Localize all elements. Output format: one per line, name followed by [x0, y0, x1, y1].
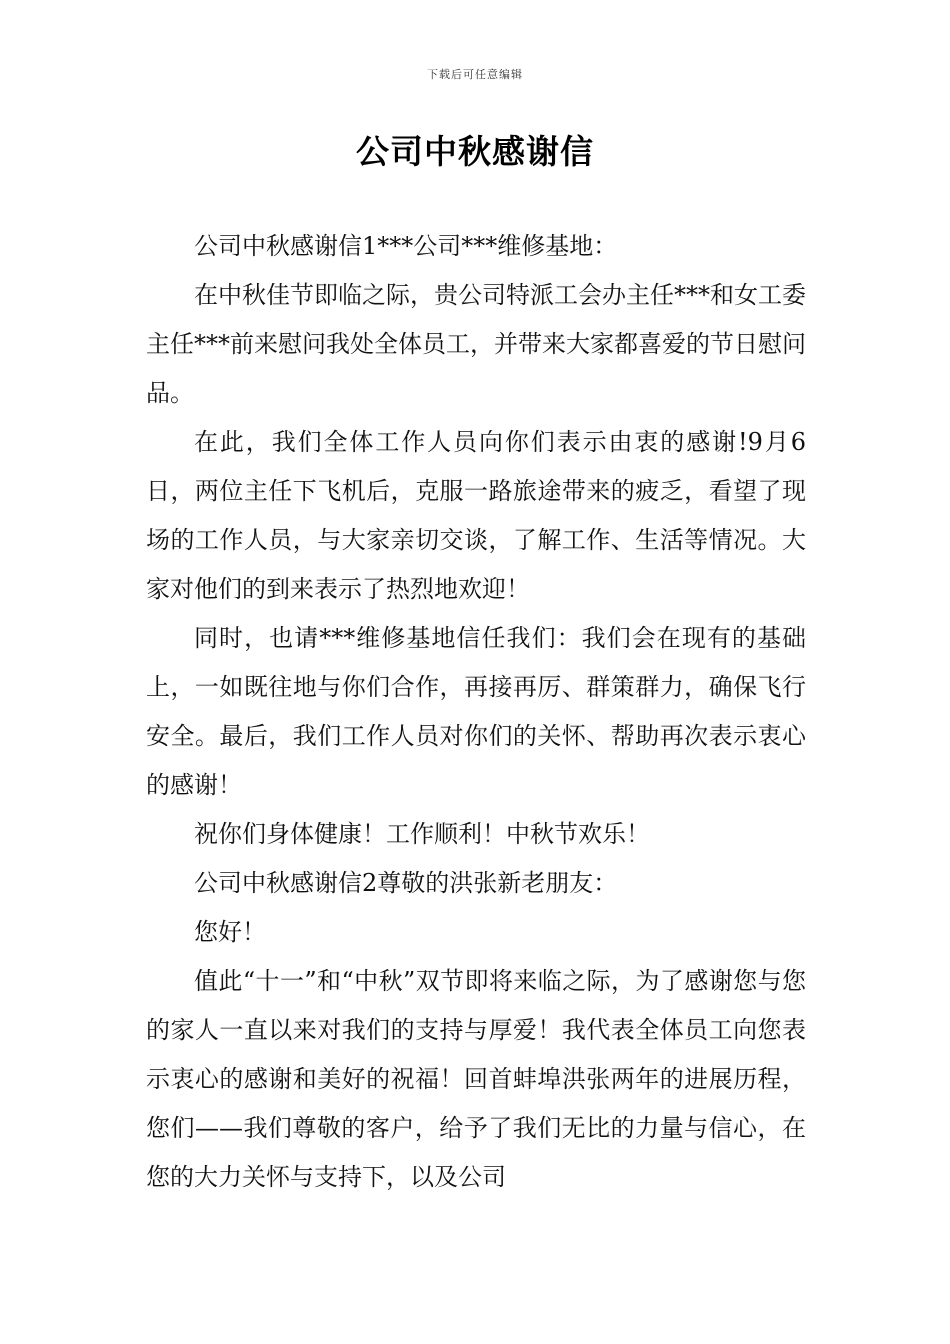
paragraph-letter2-greeting: 您好！	[194, 918, 266, 946]
paragraph-letter2-salutation: 公司中秋感谢信2尊敬的洪张新老朋友：	[194, 869, 618, 897]
paragraph-letter1-commitment: 同时，也请***维修基地信任我们：我们会在现有的基础上，一如既往地与你们合作，再接再厉、群策群力，确保飞行安全。最后，我们工作人员对你们的关怀、帮助再次表示衷心的感谢！	[146, 624, 806, 799]
paragraph-letter1-thanks: 在此，我们全体工作人员向你们表示由衷的感谢!9月6日，两位主任下飞机后，克服一路旅途带来的疲乏，看望了现场的工作人员，与大家亲切交谈，了解工作、生活等情况。大家对他们的到来表示了热烈地欢迎！	[146, 428, 806, 603]
paragraph-letter2-body: 值此“十一”和“中秋”双节即将来临之际，为了感谢您与您的家人一直以来对我们的支持与厚爱！我代表全体员工向您表示衷心的感谢和美好的祝福！回首蚌埠洪张两年的进展历程，您们——我们尊敬的客户，给予了我们无比的力量与信心，在您的大力关怀与支持下，以及公司	[146, 967, 806, 1191]
paragraph-letter1-intro: 在中秋佳节即临之际，贵公司特派工会办主任***和女工委主任***前来慰问我处全体员工，并带来大家都喜爱的节日慰问品。	[146, 281, 806, 407]
header-note: 下载后可任意编辑	[427, 68, 523, 81]
document-title: 公司中秋感谢信	[356, 132, 594, 171]
paragraph-letter1-salutation: 公司中秋感谢信1***公司***维修基地：	[194, 232, 618, 260]
document-body	[146, 222, 806, 1202]
paragraph-letter1-closing: 祝你们身体健康！工作顺利！中秋节欢乐！	[194, 820, 650, 848]
